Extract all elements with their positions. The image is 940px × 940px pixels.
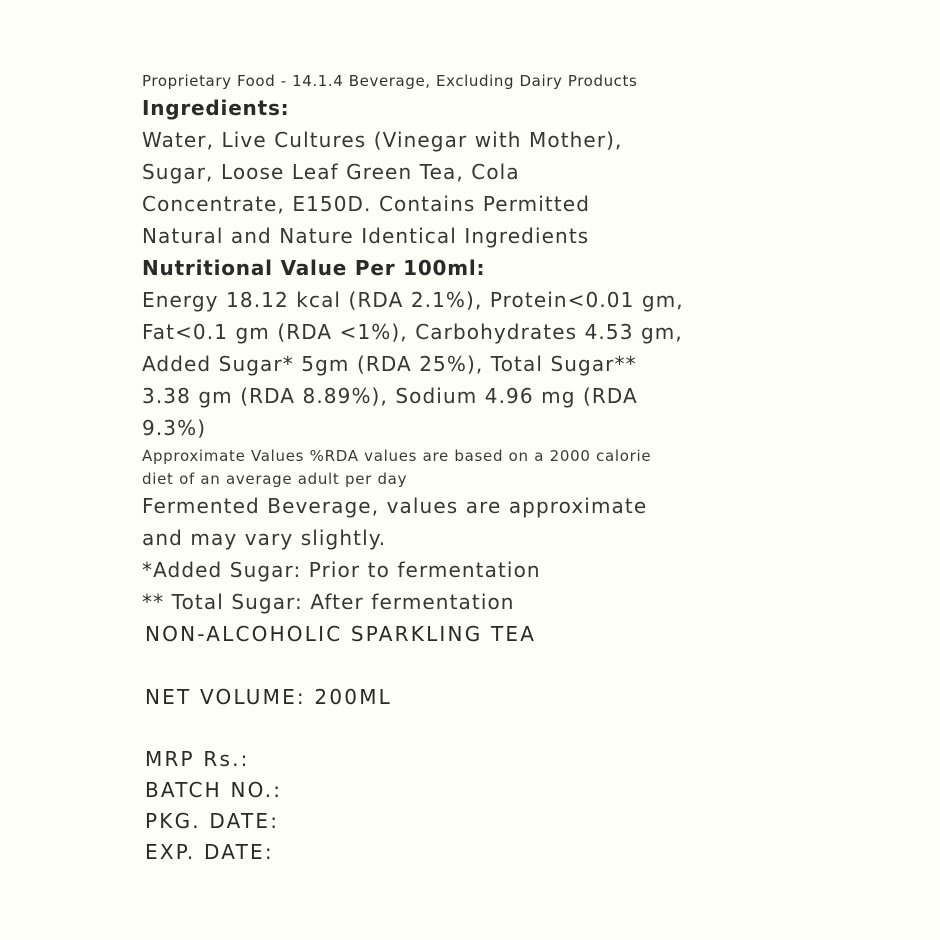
nutrition-heading: Nutritional Value Per 100ml: — [142, 256, 486, 280]
nutrition-line: 9.3%) — [142, 416, 207, 440]
nutrition-line: Added Sugar* 5gm (RDA 25%), Total Sugar** — [142, 352, 637, 376]
net-volume: NET VOLUME: 200ML — [145, 685, 392, 709]
ingredients-line: Water, Live Cultures (Vinegar with Mother), — [142, 128, 623, 152]
ingredients-line: Natural and Nature Identical Ingredients — [142, 224, 590, 248]
rda-note-line: Approximate Values %RDA values are based on a 2000 calorie — [142, 447, 652, 465]
batch-number-field: BATCH NO.: — [145, 778, 283, 802]
nutrition-line: Fat<0.1 gm (RDA <1%), Carbohydrates 4.53 gm, — [142, 320, 683, 344]
rda-note-line: diet of an average adult per day — [142, 470, 408, 488]
fermented-note-line: and may vary slightly. — [142, 526, 387, 550]
nutrition-line: Energy 18.12 kcal (RDA 2.1%), Protein<0.01 gm, — [142, 288, 684, 312]
ingredients-line: Concentrate, E150D. Contains Permitted — [142, 192, 590, 216]
footnote-added-sugar: *Added Sugar: Prior to fermentation — [142, 558, 541, 582]
packaging-date-field: PKG. DATE: — [145, 809, 280, 833]
mrp-field: MRP Rs.: — [145, 747, 250, 771]
expiry-date-field: EXP. DATE: — [145, 840, 274, 864]
product-type: NON-ALCOHOLIC SPARKLING TEA — [145, 622, 537, 646]
food-category: Proprietary Food - 14.1.4 Beverage, Excluding Dairy Products — [142, 72, 638, 90]
nutrition-line: 3.38 gm (RDA 8.89%), Sodium 4.96 mg (RDA — [142, 384, 638, 408]
ingredients-line: Sugar, Loose Leaf Green Tea, Cola — [142, 160, 520, 184]
fermented-note-line: Fermented Beverage, values are approximate — [142, 494, 648, 518]
footnote-total-sugar: ** Total Sugar: After fermentation — [142, 590, 515, 614]
ingredients-heading: Ingredients: — [142, 96, 290, 120]
